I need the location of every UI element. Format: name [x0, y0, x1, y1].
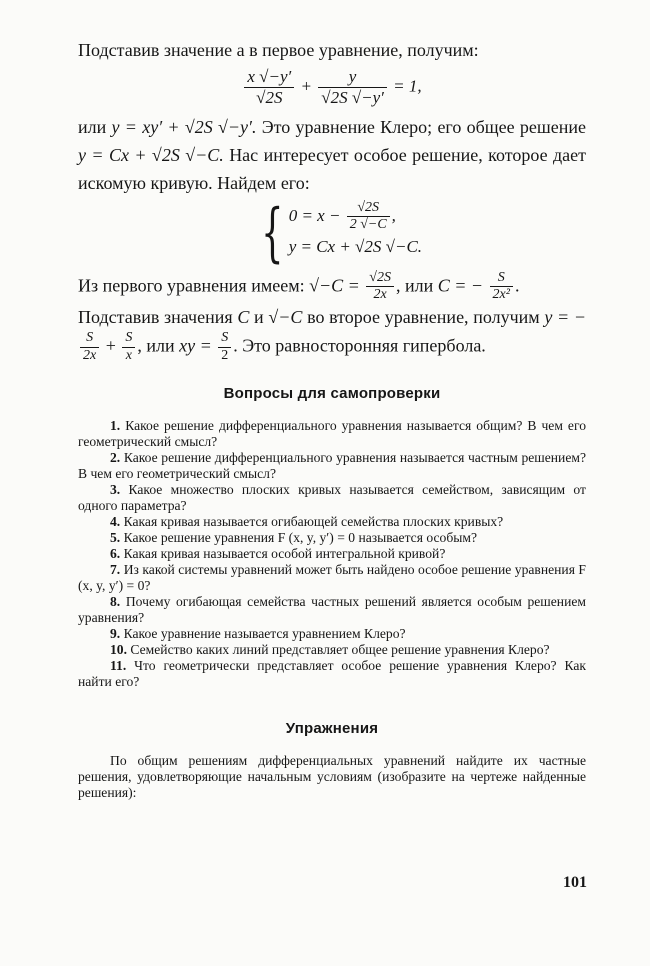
- question-item: 2. Какое решение дифференциального уравнения называется частным решением? В чем его геометрический смысл?: [78, 450, 586, 482]
- question-item: 9. Какое уравнение называется уравнением Клеро?: [110, 626, 406, 642]
- paragraph-clairaut: или y = xy′ + √2S √−y′. Это уравнение Клеро; его общее решение y = Cx + √2S √−C. Нас интересует особое решение, которое дает искомую кривую. Найдем его:: [78, 116, 587, 193]
- exercises-heading: Упражнения: [285, 720, 379, 738]
- equation-substitution: $\frac{x √-y'}{√2S}$ + $\frac{y}{√2S √-y'}$ = 1,: [78, 68, 586, 107]
- question-item: 6. Какая кривая называется особой интегральной кривой?: [110, 546, 446, 562]
- question-item: 7. Из какой системы уравнений может быть найдено особое решение уравнения F (x, y, y′) = 0?: [78, 562, 586, 594]
- question-item: 8. Почему огибающая семейства частных решений является особым решением уравнения?: [78, 594, 586, 626]
- question-item: 1. Какое решение дифференциального уравнения называется общим? В чем его геометрический смысл?: [78, 418, 586, 450]
- fraction-2: $\frac{y}{√2S √-y'}$: [318, 68, 387, 107]
- question-item: 10. Семейство каких линий представляет общее решение уравнения Клеро?: [110, 642, 550, 658]
- formula-clairaut-equation: y = xy′ + √2S √−y′.: [111, 116, 257, 137]
- question-item: 3. Какое множество плоских кривых называется семейством, зависящим от одного параметра?: [78, 482, 586, 514]
- question-item: 4. Какая кривая называется огибающей семейства плоских кривых?: [110, 514, 504, 530]
- questions-list: [78, 418, 586, 690]
- formula-general-solution: y = Cx + √2S √−C.: [78, 144, 224, 165]
- question-item: 11. Что геометрически представляет особое решение уравнения Клеро? Как найти его?: [78, 658, 586, 690]
- question-item: 5. Какое решение уравнения F (x, y, y′) = 0 называется особым?: [110, 530, 478, 546]
- system-line-2: y = Cx + √2S √−C.: [288, 237, 423, 257]
- questions-heading: Вопросы для самопроверки: [223, 385, 441, 403]
- paragraph-hyperbola: Подставив значения C и √−C во второе уравнение, получим y = − $\frac{S}{2x}$ + $\frac{S}{x}$ , или xy = $\frac{S}{2}$ . Это равносторонняя гипербола.: [78, 307, 587, 363]
- equation-system: [88, 195, 586, 270]
- page-content: [78, 36, 586, 801]
- paragraph-intro: Подставив значение a в первое уравнение, получим:: [78, 40, 479, 60]
- fraction-1: $\frac{x √-y'}{√2S}$: [244, 68, 294, 107]
- paragraph-first-equation: Из первого уравнения имеем: √−C = $\frac{√2S}{2x}$ , или C = − $\frac{S}{\text{2x²}}$ .: [78, 269, 520, 303]
- system-line-1: 0 = x − $\frac{√2S}{2 √-C}$ ,: [288, 199, 396, 233]
- brace-glyph: {: [261, 195, 284, 270]
- exercises-intro: По общим решениям дифференциальных уравнений найдите их частные решения, удовлетворяющие начальным условиям (изобразите на чертеже найденные решения):: [78, 753, 586, 801]
- page-number: 101: [563, 874, 587, 891]
